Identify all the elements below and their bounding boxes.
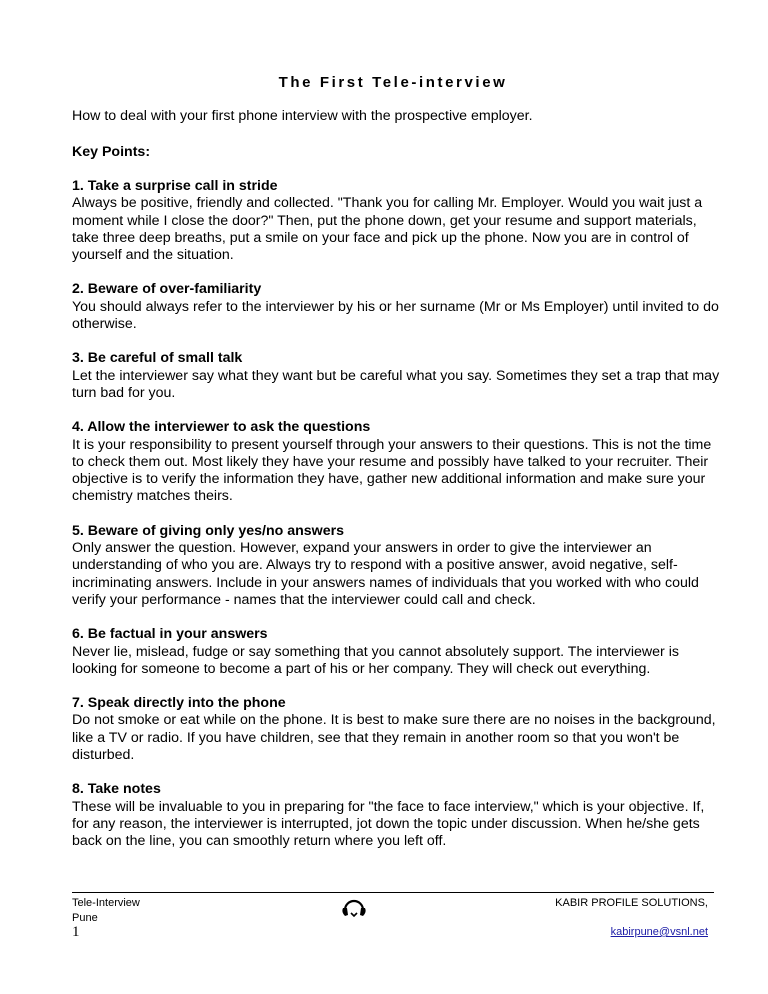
- headphones-logo-icon: [340, 896, 368, 918]
- point-body: You should always refer to the interviewer by his or her surname (Mr or Ms Employer) until invited to do otherwise.: [72, 298, 719, 333]
- point-heading: 5. Beware of giving only yes/no answers: [72, 522, 345, 539]
- footer-left: [72, 896, 140, 926]
- point-body: Always be positive, friendly and collected. "Thank you for calling Mr. Employer. Would you wait just a moment while I close the door?" Then, put the phone down, get your resume and support materials, take three deep breaths, put a smile on your face and pick up the phone. Now you are in control of yourself and the situation.: [72, 195, 703, 264]
- point-item: [72, 178, 722, 264]
- point-heading: 7. Speak directly into the phone: [72, 695, 286, 712]
- point-item: [72, 350, 722, 402]
- point-body: It is your responsibility to present yourself through your answers to their questions. This is not the time to check them out. Most likely they have your resume and possibly have talked to your recruiter. Their objective is to verify the information they have, gather new additional information and make sure your chemistry matches theirs.: [72, 436, 712, 505]
- point-item: [72, 781, 722, 850]
- point-body: Do not smoke or eat while on the phone. It is best to make sure there are no noises in the background, like a TV or radio. If you have children, see that they remain in another room so that you won't be disturbed.: [72, 712, 716, 764]
- point-heading: 6. Be factual in your answers: [72, 626, 268, 643]
- point-body: Let the interviewer say what they want but be careful what you say. Sometimes they set a trap that may turn bad for you.: [72, 367, 720, 401]
- point-body: Never lie, mislead, fudge or say something that you cannot absolutely support. The interviewer is looking for someone to become a part of his or her company. They will check out everything.: [72, 643, 679, 677]
- key-points-label: Key Points:: [72, 144, 151, 160]
- email-link[interactable]: kabirpune@vsnl.net: [610, 926, 708, 938]
- point-item: [72, 281, 722, 333]
- point-heading: 1. Take a surprise call in stride: [72, 178, 278, 194]
- point-item: [72, 419, 722, 505]
- point-body: These will be invaluable to you in preparing for "the face to face interview," which is your objective. If, for any reason, the interviewer is interrupted, jot down the topic under discussion. When he/she gets back on the line, you can smoothly return where you left off.: [72, 798, 705, 850]
- point-heading: 4. Allow the interviewer to ask the questions: [72, 419, 371, 436]
- footer-company: KABIR PROFILE SOLUTIONS,: [555, 897, 708, 909]
- point-item: [72, 695, 722, 764]
- point-body: Only answer the question. However, expand your answers in order to give the interviewer an understanding of who you are. Always try to respond with a positive answer, avoid negative, self-incriminating answers. Include in your answers names of individuals that you worked with who could verify your performance - names that the interviewer could call and check.: [72, 540, 699, 608]
- point-heading: 2. Beware of over-familiarity: [72, 281, 262, 298]
- point-item: [72, 626, 722, 678]
- footer-city: Pune: [72, 912, 98, 924]
- page-title: The First Tele-interview: [278, 74, 508, 91]
- page-number: 1: [72, 924, 80, 940]
- point-item: [72, 523, 722, 609]
- footer-divider: [72, 892, 714, 893]
- points-list: [72, 178, 722, 868]
- point-heading: 3. Be careful of small talk: [72, 350, 243, 367]
- intro-text: How to deal with your first phone interview with the prospective employer.: [72, 108, 533, 124]
- point-heading: 8. Take notes: [72, 781, 161, 798]
- footer-doc-name: Tele-Interview: [72, 897, 140, 909]
